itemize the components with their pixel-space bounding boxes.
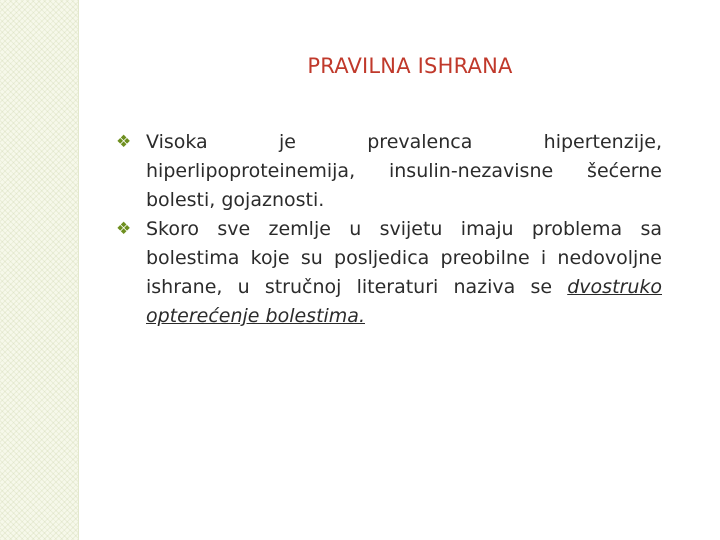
bullet-text: Visoka je prevalenca hipertenzije, hiperlipoproteinemija, insulin-nezavisne šećerne bolesti, gojaznosti. xyxy=(146,131,662,211)
slide-title: PRAVILNA ISHRANA xyxy=(307,54,513,78)
side-divider xyxy=(78,0,79,540)
list-item xyxy=(116,215,662,331)
diamond-bullet-icon: ❖ xyxy=(116,132,132,152)
emphasized-term: dvostruko opterećenje bolestima. xyxy=(146,276,662,327)
decorative-side-band xyxy=(0,0,78,540)
bullet-text: Skoro sve zemlje u svijetu imaju problema sa bolestima koje su posljedica preobilne i nedovoljne ishrane, u stručnoj literaturi naziva se xyxy=(146,218,662,298)
diamond-bullet-icon: ❖ xyxy=(116,219,132,239)
bullet-list xyxy=(116,128,662,331)
list-item xyxy=(116,128,662,215)
